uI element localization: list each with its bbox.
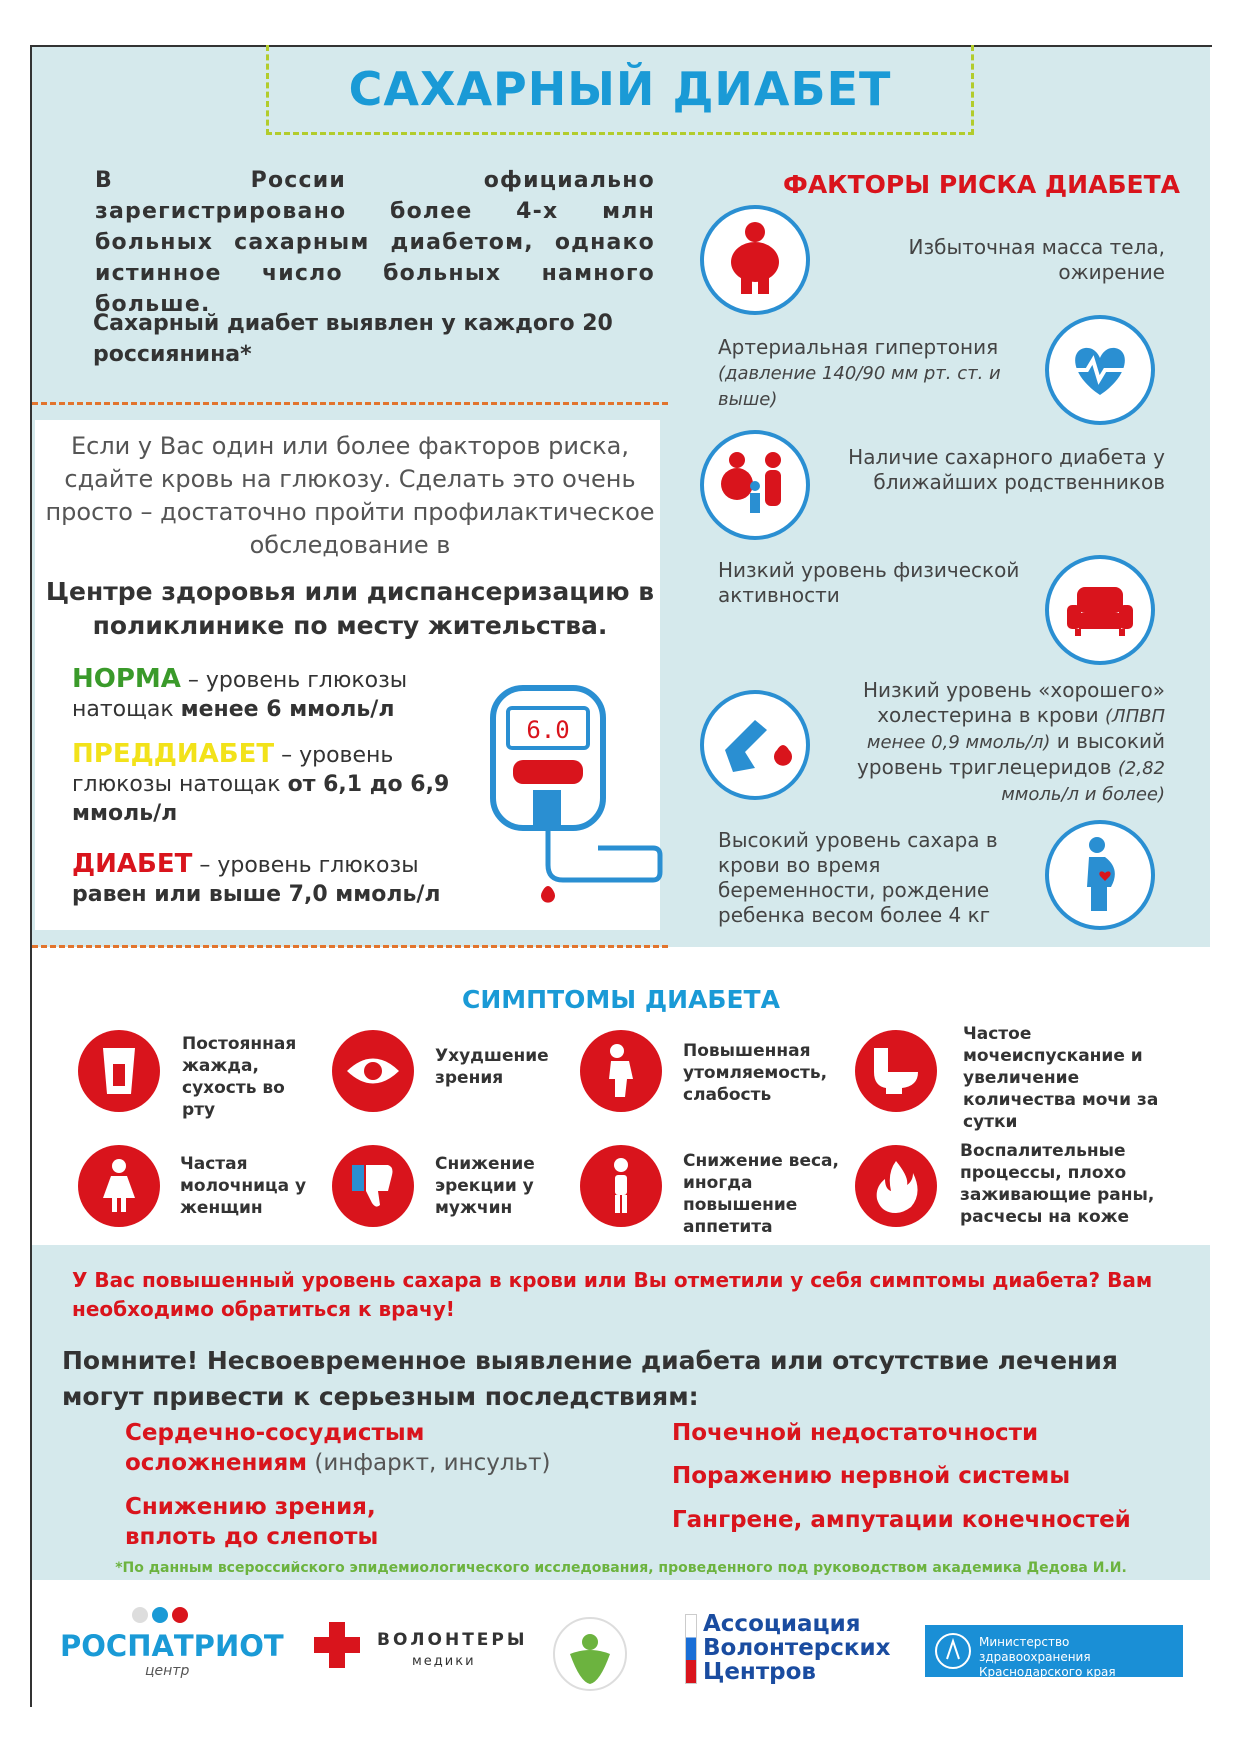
- glass-icon: [78, 1030, 160, 1112]
- meter-reading: 6.0: [526, 716, 570, 744]
- level-text: – уровень глюкозы натощак: [72, 668, 408, 722]
- pregnant-icon: [1045, 820, 1155, 930]
- risk-item-text: Артериальная гипертония: [718, 335, 999, 359]
- consequence-item: Снижению зрения, вплоть до слепоты: [125, 1494, 379, 1550]
- risk-item: Избыточная масса тела, ожирение: [908, 235, 1165, 284]
- level-text: – уровень глюкозы: [192, 853, 419, 878]
- gnic-logo: [545, 1612, 645, 1692]
- symptom-label: Постоянная жажда, сухость во рту: [182, 1034, 297, 1120]
- remember-text: Помните! Несвоевременное выявление диабета или отсутствие лечения могут привести к серьезным последствиям:: [62, 1346, 1118, 1411]
- symptom-label: Воспалительные процессы, плохо заживающие раны, расчесы на коже: [960, 1141, 1155, 1227]
- minzdrav-line: Министерство здравоохранения: [979, 1635, 1091, 1664]
- advice-bold: Центре здоровья или диспансеризацию в поликлинике по месту жительства.: [45, 577, 655, 640]
- risk-item: Высокий уровень сахара в крови во время беременности, рождение ребенка весом более 4 кг: [718, 828, 998, 927]
- consequence-item: Почечной недостаточности: [672, 1420, 1039, 1446]
- tired-person-icon: [580, 1030, 662, 1112]
- avc-line: Волонтерских: [703, 1635, 891, 1661]
- risk-item: Низкий уровень физической активности: [718, 558, 1020, 607]
- divider-dashed: [32, 945, 668, 948]
- minzdrav-logo: [925, 1625, 1183, 1677]
- symptom-label: Частое мочеиспускание и увеличение количества мочи за сутки: [963, 1024, 1159, 1132]
- rospatriot-sub: центр: [145, 1663, 190, 1679]
- symptom-label: Ухудшение зрения: [435, 1046, 549, 1088]
- level-value: равен или выше 7,0 ммоль/л: [72, 882, 441, 907]
- warning-text: У Вас повышенный уровень сахара в крови или Вы отметили у себя симптомы диабета? Вам необходимо обратиться к врачу!: [72, 1268, 1153, 1321]
- armchair-icon: [1045, 555, 1155, 665]
- eye-icon: [332, 1030, 414, 1112]
- level-key: ДИАБЕТ: [72, 849, 193, 879]
- risk-item-note: (ЛПВП менее 0,9 ммоль/л): [866, 706, 1165, 753]
- symptom-label: Частая молочница у женщин: [180, 1154, 307, 1218]
- thumbs-down-icon: [332, 1145, 414, 1227]
- intro-text: В России официально зарегистрировано более 4-х млн больных сахарным диабетом, однако истинное число больных намного больше.: [95, 168, 655, 317]
- risk-item: Наличие сахарного диабета у ближайших родственников: [848, 445, 1165, 494]
- title-box: [266, 45, 974, 135]
- avc-line: Ассоциация: [703, 1611, 861, 1637]
- page-title: САХАРНЫЙ ДИАБЕТ: [348, 61, 892, 116]
- obesity-icon: [700, 205, 810, 315]
- risk-item-text: и высокий уровень триглецеридов: [857, 729, 1165, 779]
- advice-text: Если у Вас один или более факторов риска, сдайте кровь на глюкозу. Сделать это очень просто – достаточно пройти профилактическое обследование в: [45, 432, 655, 559]
- toilet-icon: [855, 1030, 937, 1112]
- level-value: менее 6 ммоль/л: [180, 697, 395, 722]
- avc-name: [703, 1612, 890, 1684]
- level-diabetes: [72, 850, 472, 909]
- volunteers-name: ВОЛОНТЕРЫ: [377, 1630, 528, 1650]
- level-key: ПРЕДДИАБЕТ: [72, 739, 275, 769]
- glucometer-icon: [488, 680, 663, 920]
- avc-line: Центров: [703, 1659, 816, 1685]
- level-prediabetes: [72, 740, 472, 828]
- symptom-label: Повышенная утомляемость, слабость: [683, 1041, 828, 1105]
- level-value: от 6,1 до 6,9 ммоль/л: [72, 772, 450, 826]
- level-key: НОРМА: [72, 664, 181, 694]
- risk-item: [820, 678, 1165, 807]
- intro-stat: Сахарный диабет выявлен у каждого 20 россиянина*: [93, 311, 613, 367]
- risk-item-note: (2,82 ммоль/л и более): [1001, 758, 1165, 805]
- consequence-item: Поражению нервной системы: [672, 1463, 1071, 1489]
- consequence-text: Сердечно-сосудистым осложнениям: [125, 1420, 425, 1476]
- volunteers-medics-logo: [312, 1620, 528, 1680]
- risk-factors-title: ФАКТОРЫ РИСКА ДИАБЕТА: [783, 170, 1180, 199]
- flag-icon: [685, 1614, 697, 1684]
- volunteers-sub: медики: [412, 1654, 476, 1669]
- risk-item: [718, 335, 1038, 412]
- risk-item-note: (давление 140/90 мм рт. ст. и выше): [718, 363, 1001, 410]
- risk-item-text: Низкий уровень «хорошего» холестерина в крови: [862, 678, 1165, 727]
- level-text: – уровень глюкозы натощак: [72, 743, 394, 797]
- symptom-label: Снижение веса, иногда повышение аппетита: [683, 1151, 839, 1237]
- woman-icon: [78, 1145, 160, 1227]
- heart-pressure-icon: [1045, 315, 1155, 425]
- thin-person-icon: [580, 1145, 662, 1227]
- rospatriot-logo: [60, 1605, 290, 1685]
- family-icon: [700, 430, 810, 540]
- finger-blood-icon: [700, 690, 810, 800]
- consequence-item: [125, 1418, 605, 1478]
- fire-icon: [855, 1145, 937, 1227]
- avc-logo: [685, 1612, 905, 1692]
- rospatriot-name: РОСПАТРИОТ: [60, 1629, 284, 1663]
- footnote: *По данным всероссийского эпидемиологического исследования, проведенного под руководством академика Дедова И.И.: [115, 1560, 1127, 1576]
- symptom-label: Снижение эрекции у мужчин: [435, 1154, 535, 1218]
- minzdrav-name: [979, 1635, 1183, 1680]
- level-norm: [72, 665, 472, 724]
- consequence-item: Гангрене, ампутации конечностей: [672, 1507, 1131, 1533]
- symptoms-title: СИМПТОМЫ ДИАБЕТА: [462, 985, 780, 1014]
- consequence-note: (инфаркт, инсульт): [307, 1450, 551, 1476]
- minzdrav-line: Краснодарского края: [979, 1665, 1116, 1679]
